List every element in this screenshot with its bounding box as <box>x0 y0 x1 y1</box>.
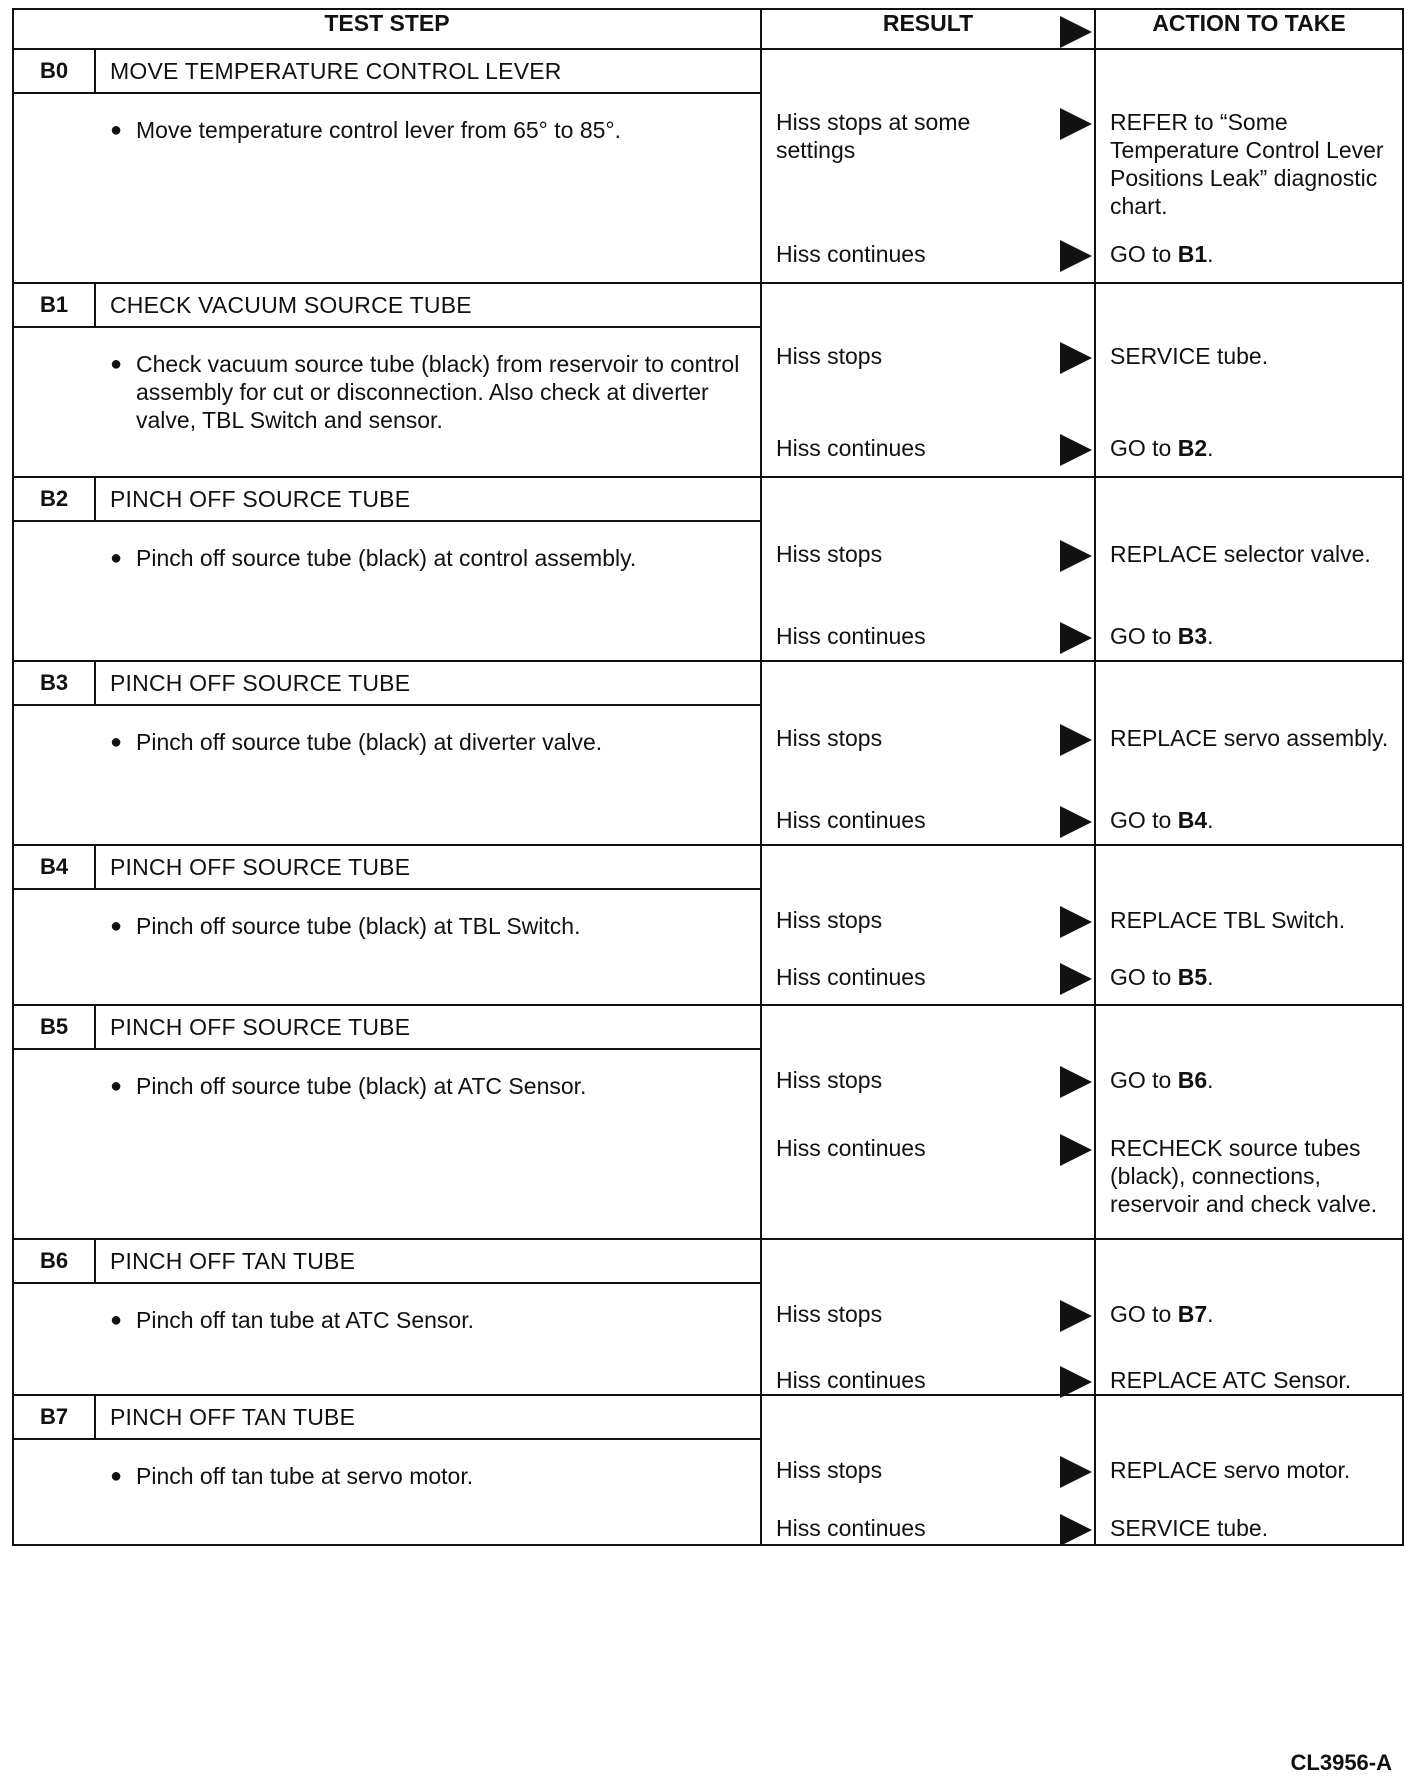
step-header <box>14 662 762 706</box>
action-text: RECHECK source tubes (black), connections, reservoir and check valve. <box>1110 1135 1378 1217</box>
step-id: B1 <box>14 284 96 326</box>
result-text <box>776 1066 1094 1094</box>
step-row-b2 <box>13 477 1403 661</box>
result-text <box>776 1456 1094 1484</box>
action-text: GO to B3. <box>1110 623 1214 649</box>
result-cell <box>761 1395 1095 1545</box>
diagnostic-table <box>12 8 1404 1546</box>
step-instruction <box>14 1284 760 1334</box>
action-cell <box>1095 49 1403 283</box>
header-result <box>761 9 1095 49</box>
step-header <box>14 478 762 522</box>
right-triangle-arrow-icon <box>1060 434 1092 472</box>
test-step-cell <box>13 661 761 845</box>
result-label: Hiss stops <box>776 343 883 369</box>
action-text: GO to B1. <box>1110 241 1214 267</box>
step-row-b0 <box>13 49 1403 283</box>
step-id: B4 <box>14 846 96 888</box>
step-id: B6 <box>14 1240 96 1282</box>
action-cell <box>1095 283 1403 477</box>
result-cell <box>761 1239 1095 1395</box>
right-triangle-arrow-icon <box>1060 724 1092 762</box>
action-text: GO to B6. <box>1110 1067 1214 1093</box>
right-triangle-arrow-icon <box>1060 240 1092 278</box>
result-label: Hiss stops <box>776 907 883 933</box>
step-instruction <box>14 1050 760 1100</box>
bullet-icon: ● <box>110 547 123 569</box>
figure-code: CL3956-A <box>1290 1750 1392 1775</box>
instruction-text: Pinch off source tube (black) at control assembly. <box>136 545 637 571</box>
result-text <box>776 540 1094 568</box>
step-row-b7 <box>13 1395 1403 1545</box>
instruction-text: Pinch off source tube (black) at ATC Sensor. <box>136 1073 587 1099</box>
step-row-b1 <box>13 283 1403 477</box>
instruction-text: Move temperature control lever from 65° to 85°. <box>136 117 621 143</box>
result-label: Hiss continues <box>776 1515 926 1541</box>
action-cell <box>1095 477 1403 661</box>
result-text <box>776 622 1094 650</box>
action-cell <box>1095 1395 1403 1545</box>
action-text: SERVICE tube. <box>1110 343 1269 369</box>
bullet-icon: ● <box>110 1075 123 1097</box>
step-id: B5 <box>14 1006 96 1048</box>
result-label: Hiss stops <box>776 1457 883 1483</box>
bullet-icon: ● <box>110 1309 123 1331</box>
header-row <box>13 9 1403 49</box>
result-cell <box>761 49 1095 283</box>
right-triangle-arrow-icon <box>1060 622 1092 660</box>
result-text <box>776 342 1094 370</box>
right-triangle-arrow-icon <box>1060 806 1092 844</box>
step-instruction <box>14 328 760 434</box>
step-instruction <box>14 1440 760 1490</box>
right-triangle-arrow-icon <box>1060 1514 1092 1552</box>
step-title: PINCH OFF SOURCE TUBE <box>110 1013 411 1040</box>
action-text: GO to B4. <box>1110 807 1214 833</box>
action-text: SERVICE tube. <box>1110 1515 1269 1541</box>
result-text <box>776 963 1094 991</box>
action-text: REPLACE servo motor. <box>1110 1457 1351 1483</box>
step-id: B0 <box>14 50 96 92</box>
step-row-b3 <box>13 661 1403 845</box>
right-triangle-arrow-icon <box>1060 540 1092 578</box>
action-text: REPLACE TBL Switch. <box>1110 907 1346 933</box>
action-cell <box>1095 1005 1403 1239</box>
result-cell <box>761 845 1095 1005</box>
right-triangle-arrow-icon <box>1060 906 1092 944</box>
header-result-label: RESULT <box>882 10 974 36</box>
result-cell <box>761 283 1095 477</box>
right-triangle-arrow-icon <box>1060 1066 1092 1104</box>
step-header <box>14 284 762 328</box>
instruction-text: Pinch off tan tube at servo motor. <box>136 1463 474 1489</box>
result-label: Hiss stops at some settings <box>776 109 971 163</box>
result-cell <box>761 661 1095 845</box>
action-text: REPLACE ATC Sensor. <box>1110 1367 1352 1393</box>
test-step-cell <box>13 49 761 283</box>
test-step-cell <box>13 1395 761 1545</box>
result-label: Hiss stops <box>776 1067 883 1093</box>
step-instruction <box>14 890 760 940</box>
result-label: Hiss stops <box>776 541 883 567</box>
right-triangle-arrow-icon <box>1060 963 1092 1001</box>
action-text: REFER to “Some Temperature Control Lever Positions Leak” diagnostic chart. <box>1110 109 1384 219</box>
header-action: ACTION TO TAKE <box>1095 9 1403 49</box>
step-title: PINCH OFF TAN TUBE <box>110 1247 356 1274</box>
bullet-icon: ● <box>110 353 123 375</box>
test-step-cell <box>13 845 761 1005</box>
step-header <box>14 1396 762 1440</box>
action-cell <box>1095 1239 1403 1395</box>
right-triangle-arrow-icon <box>1060 342 1092 380</box>
test-step-cell <box>13 283 761 477</box>
result-text <box>776 724 1094 752</box>
step-header <box>14 50 762 94</box>
test-step-cell <box>13 1005 761 1239</box>
step-header <box>14 846 762 890</box>
step-title: PINCH OFF SOURCE TUBE <box>110 853 411 880</box>
result-label: Hiss continues <box>776 807 926 833</box>
bullet-icon: ● <box>110 731 123 753</box>
action-text: GO to B5. <box>1110 964 1214 990</box>
right-triangle-arrow-icon <box>1060 1134 1092 1172</box>
step-header <box>14 1006 762 1050</box>
right-triangle-arrow-icon <box>1060 1456 1092 1494</box>
bullet-icon: ● <box>110 1465 123 1487</box>
result-label: Hiss continues <box>776 1367 926 1393</box>
step-id: B3 <box>14 662 96 704</box>
step-instruction <box>14 522 760 572</box>
step-title: PINCH OFF TAN TUBE <box>110 1403 356 1430</box>
result-text <box>776 1366 1094 1394</box>
bullet-icon: ● <box>110 915 123 937</box>
result-label: Hiss continues <box>776 241 926 267</box>
result-text <box>776 240 1094 268</box>
step-title: MOVE TEMPERATURE CONTROL LEVER <box>110 57 562 84</box>
result-text <box>776 1134 1094 1162</box>
result-cell <box>761 1005 1095 1239</box>
action-cell <box>1095 845 1403 1005</box>
result-text <box>776 108 1094 164</box>
step-row-b5 <box>13 1005 1403 1239</box>
action-text: GO to B2. <box>1110 435 1214 461</box>
result-label: Hiss continues <box>776 623 926 649</box>
result-label: Hiss stops <box>776 1301 883 1327</box>
result-text <box>776 1514 1094 1542</box>
instruction-text: Pinch off tan tube at ATC Sensor. <box>136 1307 474 1333</box>
instruction-text: Check vacuum source tube (black) from reservoir to control assembly for cut or disconnection. Also check at diverter valve, TBL Switch and sensor. <box>136 351 740 433</box>
bullet-icon: ● <box>110 119 123 141</box>
test-step-cell <box>13 1239 761 1395</box>
action-text: REPLACE servo assembly. <box>1110 725 1389 751</box>
result-label: Hiss stops <box>776 725 883 751</box>
step-id: B7 <box>14 1396 96 1438</box>
step-row-b6 <box>13 1239 1403 1395</box>
result-label: Hiss continues <box>776 964 926 990</box>
step-instruction <box>14 706 760 756</box>
header-test-step: TEST STEP <box>13 9 761 49</box>
step-title: PINCH OFF SOURCE TUBE <box>110 669 411 696</box>
step-row-b4 <box>13 845 1403 1005</box>
result-text <box>776 434 1094 462</box>
instruction-text: Pinch off source tube (black) at TBL Switch. <box>136 913 581 939</box>
result-label: Hiss continues <box>776 435 926 461</box>
result-text <box>776 806 1094 834</box>
step-instruction <box>14 94 760 144</box>
right-triangle-arrow-icon <box>1060 1300 1092 1338</box>
result-text <box>776 1300 1094 1328</box>
action-cell <box>1095 661 1403 845</box>
step-title: PINCH OFF SOURCE TUBE <box>110 485 411 512</box>
right-triangle-arrow-icon <box>1060 108 1092 146</box>
action-text: GO to B7. <box>1110 1301 1214 1327</box>
result-text <box>776 906 1094 934</box>
diagnostic-chart-page <box>12 8 1402 1775</box>
step-title: CHECK VACUUM SOURCE TUBE <box>110 291 472 318</box>
step-id: B2 <box>14 478 96 520</box>
result-cell <box>761 477 1095 661</box>
result-label: Hiss continues <box>776 1135 926 1161</box>
action-text: REPLACE selector valve. <box>1110 541 1371 567</box>
test-step-cell <box>13 477 761 661</box>
step-header <box>14 1240 762 1284</box>
instruction-text: Pinch off source tube (black) at diverter valve. <box>136 729 603 755</box>
